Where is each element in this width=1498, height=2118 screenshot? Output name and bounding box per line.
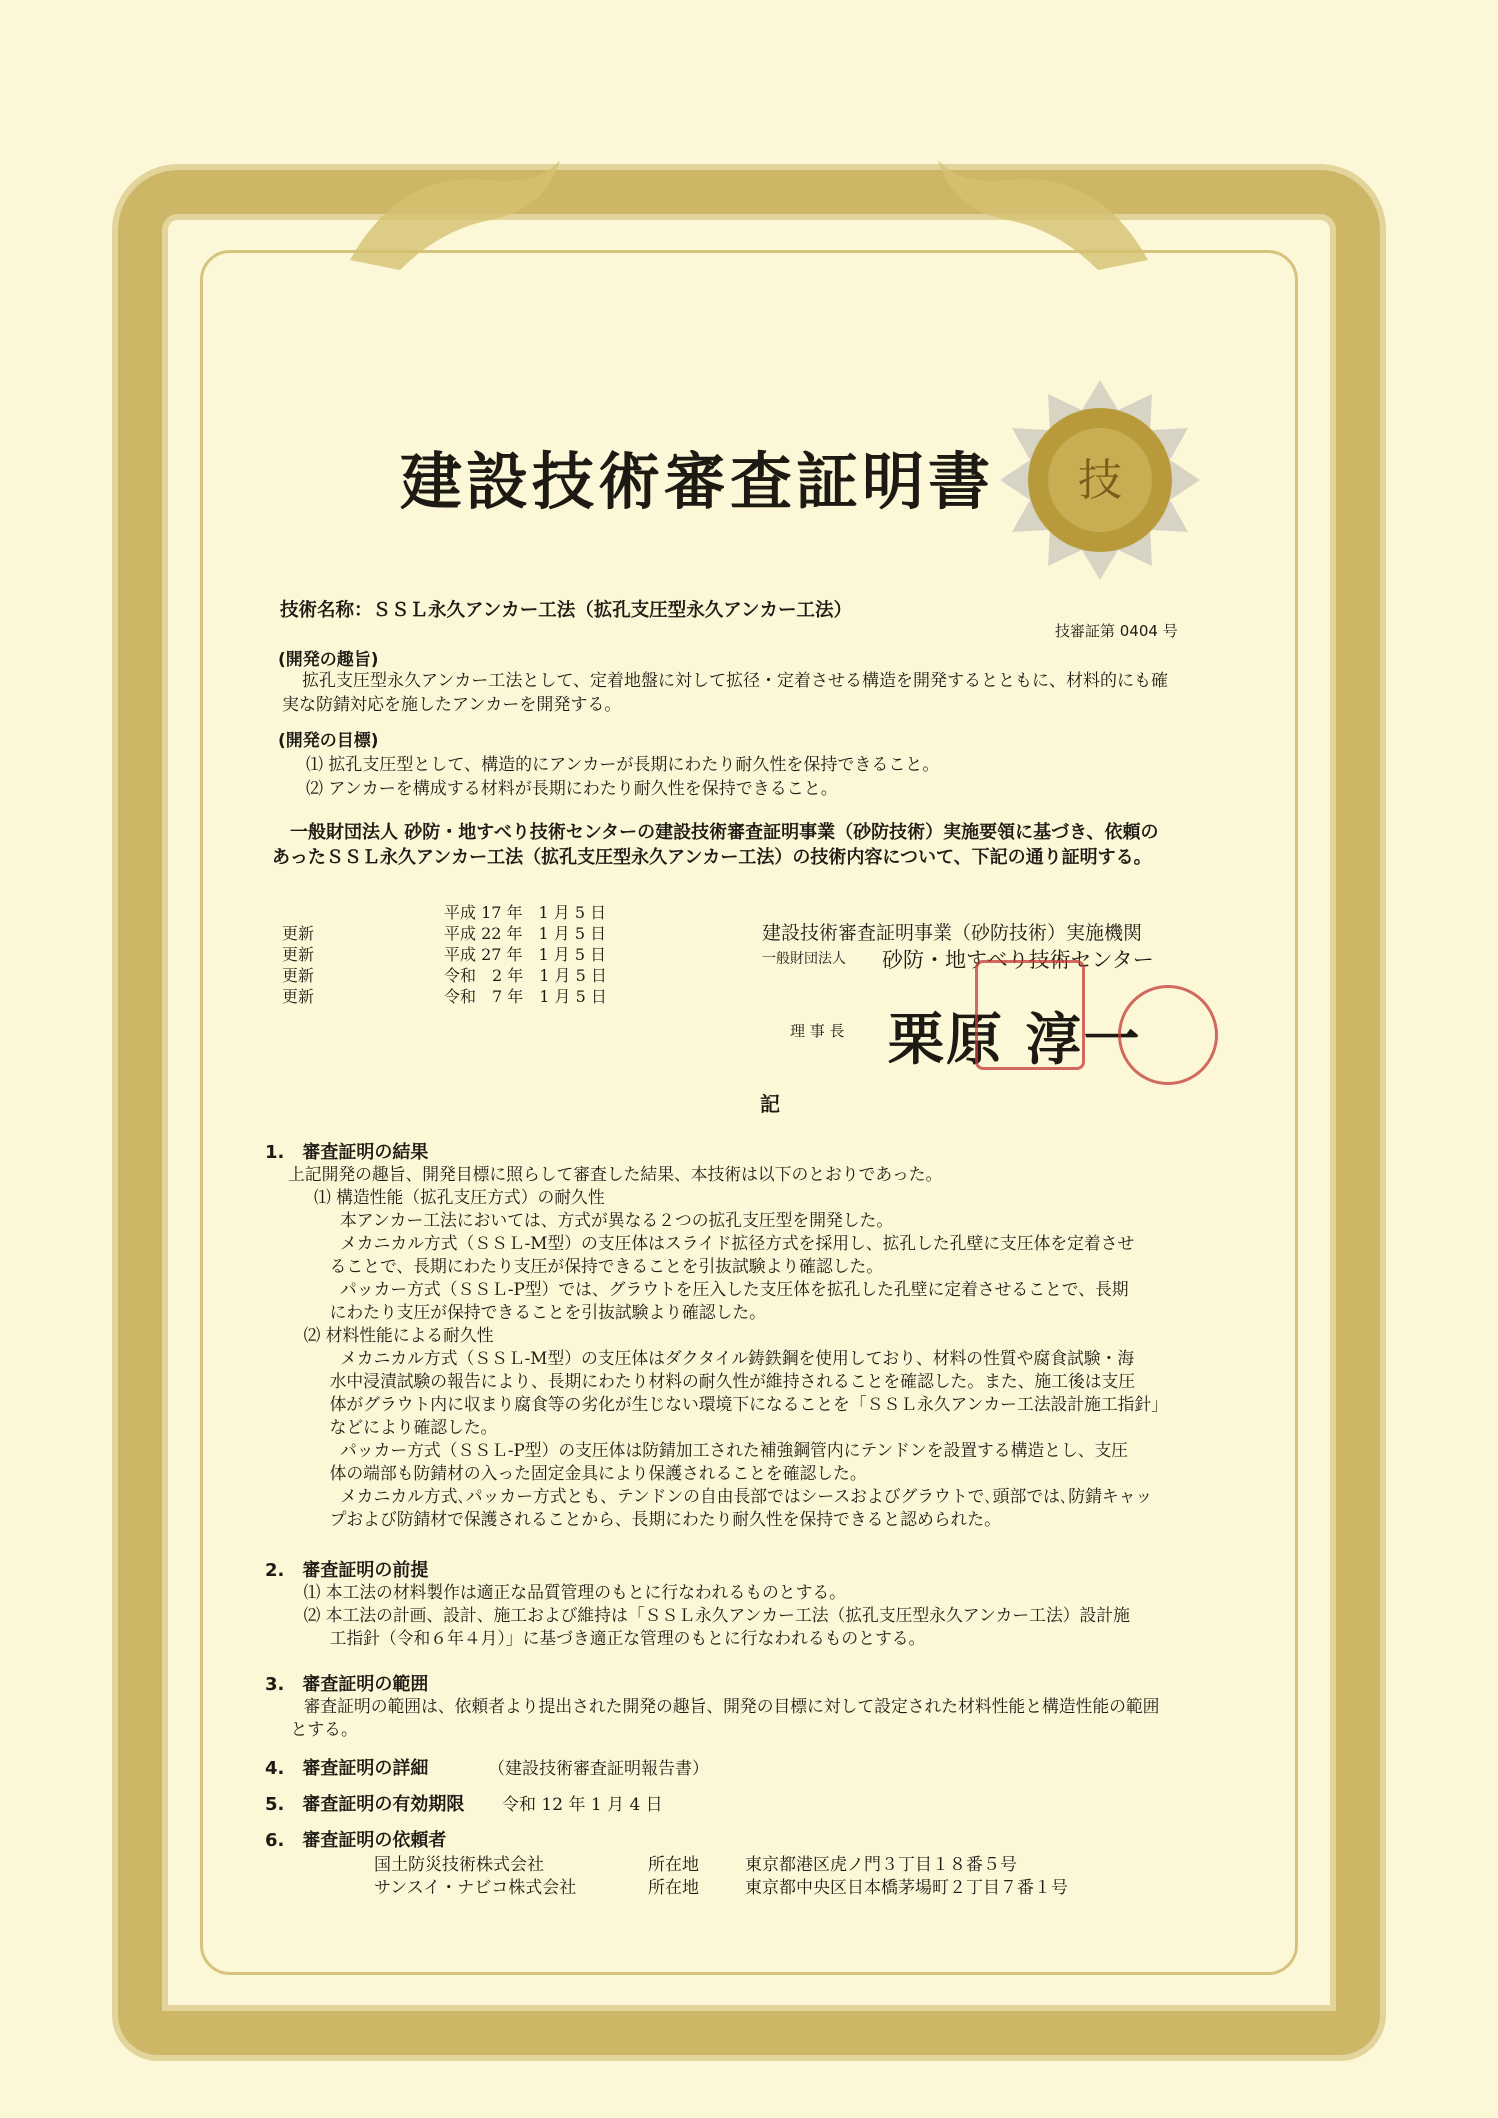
section-line: ⑴ 本工法の材料製作は適正な品質管理のもとに行なわれるものとする。 xyxy=(303,1582,846,1602)
issuer-title: 理 事 長 xyxy=(790,1022,845,1040)
section-line: メカニカル方式､パッカー方式とも、テンドンの自由長部ではシースおよびグラウトで､頭部では､防錆キャッ xyxy=(340,1486,1153,1506)
section-line: 本アンカー工法においては、方式が異なる２つの拡孔支圧型を開発した。 xyxy=(340,1210,894,1230)
section-4-note: （建設技術審査証明報告書） xyxy=(488,1759,709,1779)
certification-seal xyxy=(1000,380,1200,580)
ki-mark: 記 xyxy=(760,1092,780,1116)
section-line: 体の端部も防錆材の入った固定金具により保護されることを確認した。 xyxy=(329,1463,867,1483)
official-seal-square xyxy=(975,960,1085,1070)
date-value: 令和 7 年 1 月 5 日 xyxy=(444,987,607,1006)
goal-line-1: ⑴ 拡孔支圧型として、構造的にアンカーが長期にわたり耐久性を保持できること。 xyxy=(306,755,940,775)
section-line: プおよび防錆材で保護されることから、長期にわたり耐久性を保持できると認められた。 xyxy=(329,1509,1001,1529)
section-4-heading: 4. 審査証明の詳細 xyxy=(265,1758,429,1779)
requester-company: 国土防災技術株式会社 xyxy=(374,1855,544,1875)
goal-heading: (開発の目標) xyxy=(278,731,379,751)
issuer-org-prefix: 一般財団法人 xyxy=(762,951,846,967)
purpose-line-1: 拡孔支圧型永久アンカー工法として、定着地盤に対して拡径・定着させる構造を開発するとともに、材料的にも確 xyxy=(302,671,1168,691)
date-label: 更新 xyxy=(282,987,315,1006)
requester-address: 東京都港区虎ノ門３丁目１８番５号 xyxy=(745,1855,1017,1875)
issuer-org-name: 砂防・地すべり技術センター xyxy=(882,948,1154,972)
requester-label: 所在地 xyxy=(648,1855,699,1875)
section-line: パッカー方式（ＳＳＬ-P型）の支圧体は防錆加工された補強鋼管内にテンドンを設置する構造とし、支圧 xyxy=(340,1440,1129,1460)
section-line: パッカー方式（ＳＳＬ-P型）では、グラウトを圧入した支圧体を拡孔した孔壁に定着させることで、長期 xyxy=(340,1279,1129,1299)
section-line: メカニカル方式（ＳＳＬ-M型）の支圧体はスライド拡径方式を採用し、拡孔した孔壁に支圧体を定着させ xyxy=(340,1233,1135,1253)
date-label: 更新 xyxy=(282,924,315,943)
phoenix-right-icon xyxy=(928,150,1158,280)
purpose-heading: (開発の趣旨) xyxy=(278,650,379,670)
goal-line-2: ⑵ アンカーを構成する材料が長期にわたり耐久性を保持できること。 xyxy=(306,779,838,799)
section-5-heading: 5. 審査証明の有効期限 xyxy=(265,1794,465,1815)
section-line: 体がグラウト内に収まり腐食等の劣化が生じない環境下になることを「ＳＳＬ永久アンカー工法設計施工指針」 xyxy=(329,1394,1168,1414)
date-value: 平成 22 年 1 月 5 日 xyxy=(444,924,607,943)
section-line: などにより確認した。 xyxy=(329,1417,498,1437)
date-value: 平成 27 年 1 月 5 日 xyxy=(444,945,607,964)
date-label: 更新 xyxy=(282,945,315,964)
date-value: 令和 2 年 1 月 5 日 xyxy=(444,966,607,985)
requester-company: サンスイ・ナビコ株式会社 xyxy=(374,1878,577,1898)
section-1-heading: 1. 審査証明の結果 xyxy=(265,1142,429,1163)
section-line: 水中浸漬試験の報告により、長期にわたり材料の耐久性が維持されることを確認した。また、施工後は支圧 xyxy=(329,1371,1136,1391)
section-line: 工指針（令和６年４月）」に基づき適正な管理のもとに行なわれるものとする。 xyxy=(329,1628,926,1648)
section-line: ⑵ 材料性能による耐久性 xyxy=(303,1325,494,1345)
section-line: メカニカル方式（ＳＳＬ-M型）の支圧体はダクタイル鋳鉄鋼を使用しており、材料の性質や腐食試験・海 xyxy=(340,1348,1135,1368)
phoenix-left-icon xyxy=(340,150,570,280)
section-line: ⑴ 構造性能（拡孔支圧方式）の耐久性 xyxy=(314,1187,605,1207)
section-6-heading: 6. 審査証明の依頼者 xyxy=(265,1830,447,1851)
section-line: とする。 xyxy=(290,1719,358,1739)
svg-text:技: 技 xyxy=(1078,455,1122,506)
date-label: 更新 xyxy=(282,966,315,985)
date-value: 平成 17 年 1 月 5 日 xyxy=(444,903,607,922)
cert-number: 技審証第 0404 号 xyxy=(1055,622,1178,640)
section-line: ることで、長期にわたり支圧が保持できることを引抜試験より確認した。 xyxy=(329,1256,884,1276)
issuer-line-1: 建設技術審査証明事業（砂防技術）実施機関 xyxy=(762,922,1143,944)
section-line: ⑵ 本工法の計画、設計、施工および維持は「ＳＳＬ永久アンカー工法（拡孔支圧型永久アンカー工法）設計施 xyxy=(303,1605,1130,1625)
official-seal-round xyxy=(1118,985,1218,1085)
statement-line-2: あったＳＳＬ永久アンカー工法（拡孔支圧型永久アンカー工法）の技術内容について、下記の通り証明する。 xyxy=(272,847,1152,868)
section-5-value: 令和 12 年 1 月 4 日 xyxy=(502,1795,663,1815)
signature: 栗原 淳一 xyxy=(888,1007,1142,1073)
section-line: にわたり支圧が保持できることを引抜試験より確認した。 xyxy=(329,1302,766,1322)
section-line: 上記開発の趣旨、開発目標に照らして審査した結果、本技術は以下のとおりであった。 xyxy=(288,1164,943,1184)
requester-label: 所在地 xyxy=(648,1878,699,1898)
purpose-line-2: 実な防錆対応を施したアンカーを開発する。 xyxy=(282,695,622,715)
page-title: 建設技術審査証明書 xyxy=(400,445,995,518)
statement-line-1: 一般財団法人 砂防・地すべり技術センターの建設技術審査証明事業（砂防技術）実施要領に基づき、依頼の xyxy=(290,822,1159,843)
section-2-heading: 2. 審査証明の前提 xyxy=(265,1560,429,1581)
section-3-heading: 3. 審査証明の範囲 xyxy=(265,1674,429,1695)
tech-name: 技術名称：ＳＳＬ永久アンカー工法（拡孔支圧型永久アンカー工法） xyxy=(280,600,853,621)
requester-address: 東京都中央区日本橋茅場町２丁目７番１号 xyxy=(745,1878,1068,1898)
section-line: 審査証明の範囲は、依頼者より提出された開発の趣旨、開発の目標に対して設定された材料性能と構造性能の範囲 xyxy=(303,1696,1160,1716)
